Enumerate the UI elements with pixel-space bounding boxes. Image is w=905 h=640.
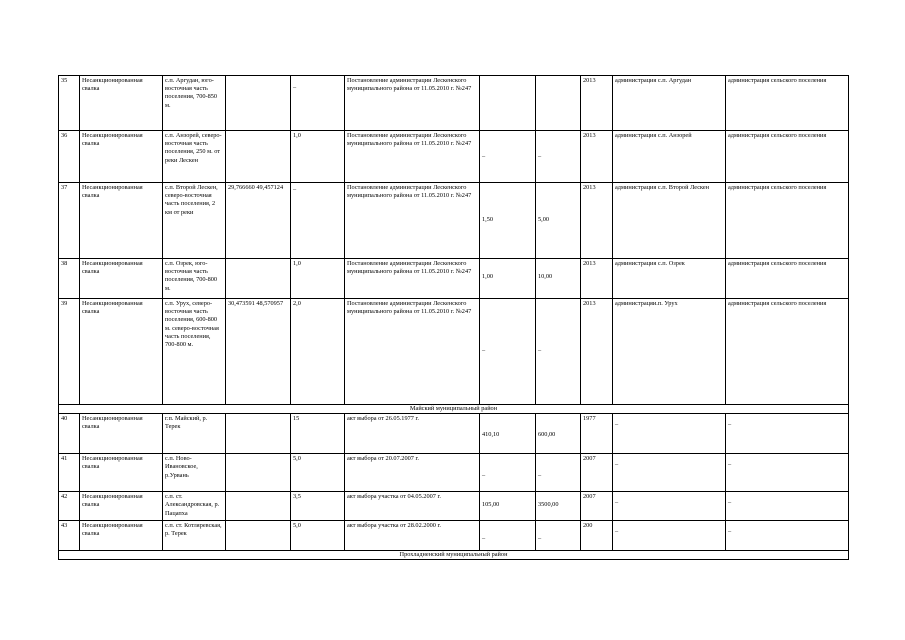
year: 1977 bbox=[581, 414, 613, 454]
responsible: администрация сельского поселения bbox=[726, 299, 849, 405]
location: с.п. Озрек, юго-восточная часть поселения, 700-800 м. bbox=[163, 259, 226, 299]
value-2: _ bbox=[536, 454, 581, 492]
value-1: 1,50 bbox=[480, 183, 536, 259]
table-row bbox=[59, 492, 849, 521]
year: 2013 bbox=[581, 259, 613, 299]
object-type: Несанкционированная свалка bbox=[80, 414, 163, 454]
value-2: 600,00 bbox=[536, 414, 581, 454]
area: _ bbox=[291, 183, 345, 259]
object-type: Несанкционированная свалка bbox=[80, 131, 163, 183]
organization: администрация с.п. Озрек bbox=[613, 259, 726, 299]
organization: администрацяи.п. Урух bbox=[613, 299, 726, 405]
area: 5,0 bbox=[291, 454, 345, 492]
table-row bbox=[59, 414, 849, 454]
location: г.п. Майский, р. Терек bbox=[163, 414, 226, 454]
value-2: 5,00 bbox=[536, 183, 581, 259]
object-type: Несанкционированная свалка bbox=[80, 454, 163, 492]
area: 1,0 bbox=[291, 131, 345, 183]
section-title-maysky: Майский муниципальный район bbox=[59, 405, 849, 414]
document: акт выбора участка от 28.02.2000 г. bbox=[345, 521, 480, 551]
value-1: _ bbox=[480, 521, 536, 551]
area: _ bbox=[291, 76, 345, 131]
value-1: 1,00 bbox=[480, 259, 536, 299]
object-type: Несанкционированная свалка bbox=[80, 76, 163, 131]
row-number: 43 bbox=[59, 521, 80, 551]
location: с.п. Анзорей, северо-восточная часть поселения, 250 м. от реки Лескен bbox=[163, 131, 226, 183]
location: с.п. ст. Александровская, р. Пацапха bbox=[163, 492, 226, 521]
value-1: _ bbox=[480, 131, 536, 183]
location: с.п. Второй Лескен, северо-восточная часть поселения, 2 км от реки bbox=[163, 183, 226, 259]
area: 1,0 bbox=[291, 259, 345, 299]
location: с.п. Аргудан, юго-восточная часть поселения, 700-850 м. bbox=[163, 76, 226, 131]
area: 5,0 bbox=[291, 521, 345, 551]
section-title-prokhladny: Прохладненский муниципальный район bbox=[59, 551, 849, 560]
year: 2007 bbox=[581, 454, 613, 492]
coordinates bbox=[226, 259, 291, 299]
year: 200 bbox=[581, 521, 613, 551]
value-1: _ bbox=[480, 299, 536, 405]
year: 2013 bbox=[581, 131, 613, 183]
row-number: 41 bbox=[59, 454, 80, 492]
responsible: _ bbox=[726, 414, 849, 454]
row-number: 38 bbox=[59, 259, 80, 299]
area: 2,0 bbox=[291, 299, 345, 405]
table-row bbox=[59, 131, 849, 183]
coordinates bbox=[226, 521, 291, 551]
responsible: администрация сельского поселения bbox=[726, 183, 849, 259]
row-number: 39 bbox=[59, 299, 80, 405]
coordinates: 29,766660 49,457124 bbox=[226, 183, 291, 259]
organization: администрация с.п. Анзорей bbox=[613, 131, 726, 183]
document: акт выбора от 26.05.1977 г. bbox=[345, 414, 480, 454]
row-number: 42 bbox=[59, 492, 80, 521]
table-row bbox=[59, 454, 849, 492]
value-1: 105,00 bbox=[480, 492, 536, 521]
year: 2013 bbox=[581, 299, 613, 405]
object-type: Несанкционированная свалка bbox=[80, 183, 163, 259]
value-2: _ bbox=[536, 299, 581, 405]
row-number: 40 bbox=[59, 414, 80, 454]
responsible: _ bbox=[726, 492, 849, 521]
year: 2013 bbox=[581, 183, 613, 259]
coordinates bbox=[226, 76, 291, 131]
coordinates bbox=[226, 131, 291, 183]
row-number: 37 bbox=[59, 183, 80, 259]
value-1: _ bbox=[480, 454, 536, 492]
location: с.п. Урух, северо-восточная часть поселения, 600-800 м. северо-восточная часть поселения, 700-800 м. bbox=[163, 299, 226, 405]
table-row bbox=[59, 76, 849, 131]
table-row bbox=[59, 521, 849, 551]
document: Постановление администрации Лескенского муниципального района от 11.05.2010 г. №247 bbox=[345, 259, 480, 299]
responsible: администрация сельского поселения bbox=[726, 259, 849, 299]
coordinates bbox=[226, 492, 291, 521]
dump-sites-table bbox=[58, 75, 849, 560]
coordinates bbox=[226, 454, 291, 492]
object-type: Несанкционированная свалка bbox=[80, 521, 163, 551]
organization: администрация с.п. Аргудан bbox=[613, 76, 726, 131]
responsible: администрация сельского поселения bbox=[726, 131, 849, 183]
year: 2007 bbox=[581, 492, 613, 521]
row-number: 35 bbox=[59, 76, 80, 131]
value-1 bbox=[480, 76, 536, 131]
document: Постановление администрации Лескенского муниципального района от 11.05.2010 г. №247 bbox=[345, 183, 480, 259]
responsible: _ bbox=[726, 454, 849, 492]
document: Постановление администрации Лескенского муниципального района от 11.05.2010 г. №247 bbox=[345, 299, 480, 405]
section-row bbox=[59, 551, 849, 560]
area: 15 bbox=[291, 414, 345, 454]
value-2: 3500,00 bbox=[536, 492, 581, 521]
location: с.п. ст. Котляревская, р. Терек bbox=[163, 521, 226, 551]
coordinates: 30,473591 48,570957 bbox=[226, 299, 291, 405]
document: Постановление администрации Лескенского муниципального района от 11.05.2010 г. №247 bbox=[345, 76, 480, 131]
location: с.п. Ново-Ивановское, р.Урвань bbox=[163, 454, 226, 492]
row-number: 36 bbox=[59, 131, 80, 183]
value-2: _ bbox=[536, 131, 581, 183]
value-2: 10,00 bbox=[536, 259, 581, 299]
object-type: Несанкционированная свалка bbox=[80, 259, 163, 299]
document: акт выбора от 20.07.2007 г. bbox=[345, 454, 480, 492]
table-row bbox=[59, 259, 849, 299]
object-type: Несанкционированная свалка bbox=[80, 299, 163, 405]
organization: администрация с.п. Второй Лескен bbox=[613, 183, 726, 259]
object-type: Несанкционированная свалка bbox=[80, 492, 163, 521]
organization: _ bbox=[613, 521, 726, 551]
organization: _ bbox=[613, 492, 726, 521]
table-row bbox=[59, 183, 849, 259]
responsible: администрация сельского поселения bbox=[726, 76, 849, 131]
document: Постановление администрации Лескенского муниципального района от 11.05.2010 г. №247 bbox=[345, 131, 480, 183]
organization: _ bbox=[613, 454, 726, 492]
value-2: _ bbox=[536, 521, 581, 551]
table-row bbox=[59, 299, 849, 405]
area: 3,5 bbox=[291, 492, 345, 521]
value-2 bbox=[536, 76, 581, 131]
value-1: 410,10 bbox=[480, 414, 536, 454]
coordinates bbox=[226, 414, 291, 454]
document: акт выбора участка от 04.05.2007 г. bbox=[345, 492, 480, 521]
section-row bbox=[59, 405, 849, 414]
year: 2013 bbox=[581, 76, 613, 131]
organization: _ bbox=[613, 414, 726, 454]
responsible: _ bbox=[726, 521, 849, 551]
